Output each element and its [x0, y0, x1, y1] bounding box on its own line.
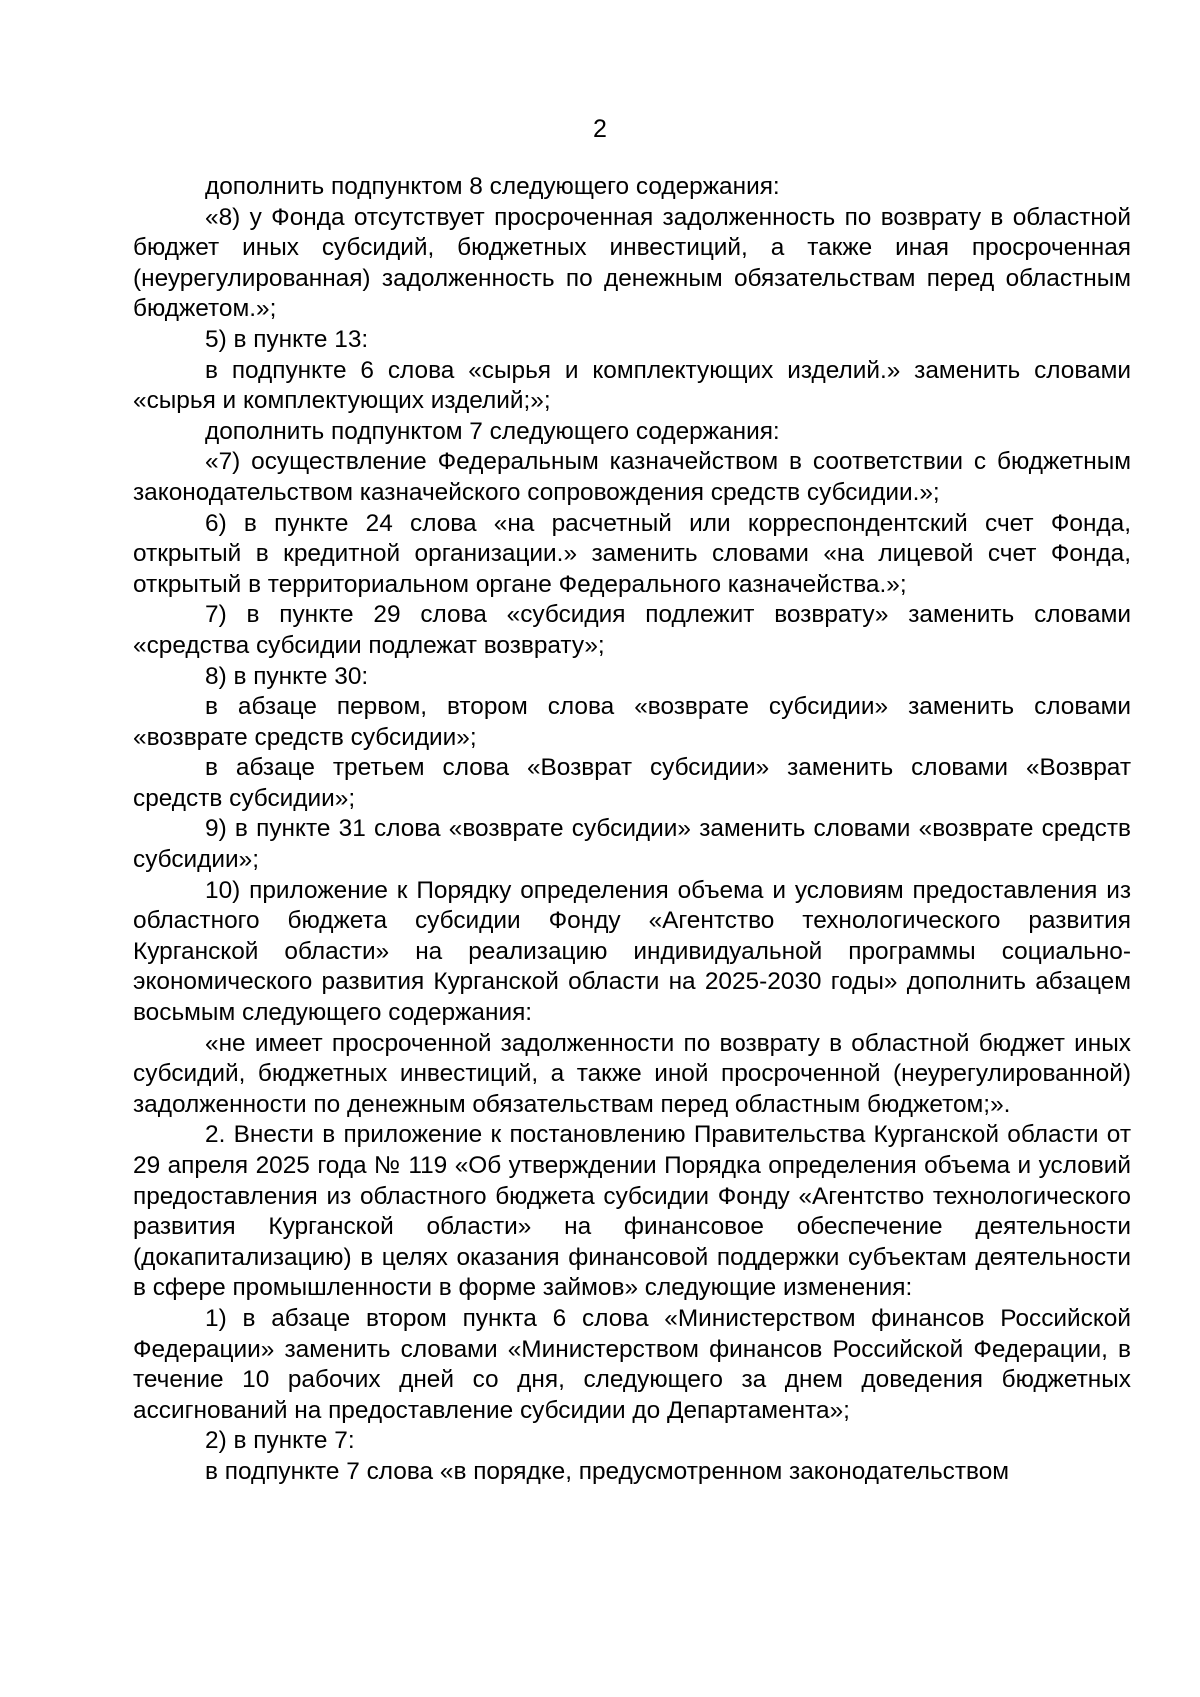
paragraph: дополнить подпунктом 7 следующего содержания: — [205, 417, 780, 445]
paragraph: дополнить подпунктом 8 следующего содержания: — [205, 173, 780, 200]
document-body — [133, 172, 1131, 1488]
paragraph: 2. Внести в приложение к постановлению Правительства Курганской области от 29 апреля 2025 года № 119 «Об утверждении Порядка определения объема и условий предоставления из областного бюджета субсидии Фонду «Агентство технологического развития Курганской области» на финансовое обеспечение деятельности (докапитализацию) в целях оказания финансовой поддержки субъектам деятельности в сфере промышленности в форме займов» следующие изменения: — [133, 1121, 1131, 1302]
paragraph: в абзаце первом, втором слова «возврате субсидии» заменить словами «возврате средств субсидии»; — [133, 693, 1131, 751]
paragraph: «7) осуществление Федеральным казначейством в соответствии с бюджетным законодательством казначейского сопровождения средств субсидии.»; — [133, 448, 1131, 506]
paragraph: 8) в пункте 30: — [205, 662, 369, 690]
paragraph: в подпункте 7 слова «в порядке, предусмотренном законодательством — [205, 1457, 1010, 1485]
paragraph: 9) в пункте 31 слова «возврате субсидии» заменить словами «возврате средств субсидии»; — [133, 815, 1131, 874]
paragraph: 6) в пункте 24 слова «на расчетный или корреспондентский счет Фонда, открытый в кредитной организации.» заменить словами «на лицевой счет Фонда, открытый в территориальном органе Федерального казначейства.»; — [133, 509, 1131, 598]
page-number: 2 — [593, 115, 607, 143]
paragraph: 10) приложение к Порядку определения объема и условиям предоставления из областного бюджета субсидии Фонду «Агентство технологического развития Курганской области» на реализацию индивидуальной программы социально-экономического развития Курганской области на 2025-2030 годы» дополнить абзацем восьмым следующего содержания: — [133, 876, 1131, 1027]
paragraph: 2) в пункте 7: — [205, 1427, 355, 1455]
paragraph: в подпункте 6 слова «сырья и комплектующих изделий.» заменить словами «сырья и комплектующих изделий;»; — [133, 356, 1131, 415]
paragraph: 7) в пункте 29 слова «субсидия подлежит возврату» заменить словами «средства субсидии подлежат возврату»; — [133, 601, 1131, 659]
paragraph: 5) в пункте 13: — [205, 325, 369, 353]
paragraph: в абзаце третьем слова «Возврат субсидии» заменить словами «Возврат средств субсидии»; — [133, 754, 1131, 812]
paragraph: «8) у Фонда отсутствует просроченная задолженность по возврату в областной бюджет иных субсидий, бюджетных инвестиций, а также иная просроченная (неурегулированная) задолженность по денежным обязательствам перед областным бюджетом.»; — [133, 203, 1131, 323]
paragraph: 1) в абзаце втором пункта 6 слова «Министерством финансов Российской Федерации» заменить словами «Министерством финансов Российской Федерации, в течение 10 рабочих дней со дня, следующего за днем доведения бюджетных ассигнований на предоставление субсидии до Департамента»; — [133, 1304, 1131, 1424]
paragraph: «не имеет просроченной задолженности по возврату в областной бюджет иных субсидий, бюджетных инвестиций, а также иной просроченной (неурегулированной) задолженности по денежным обязательствам перед областным бюджетом;». — [133, 1029, 1131, 1118]
